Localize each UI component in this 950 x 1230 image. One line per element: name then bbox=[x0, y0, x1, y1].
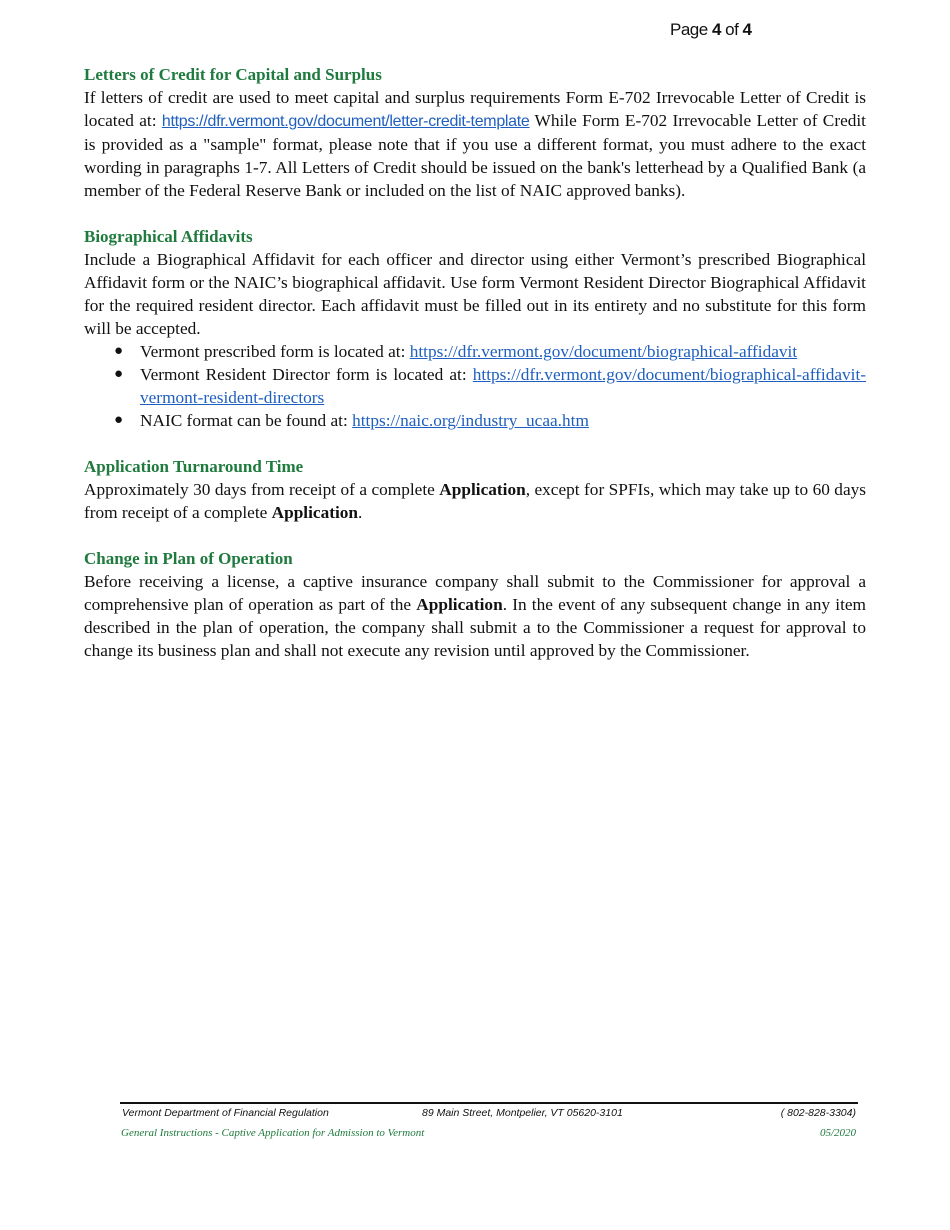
paragraph-text: , except for SPFIs, which may take up to 60 days from receipt of a complete bbox=[84, 480, 866, 522]
page-number bbox=[670, 20, 752, 40]
section-paragraph bbox=[84, 86, 866, 202]
paragraph-text: Before receiving a license, a captive insurance company shall submit to the Commissioner for approval a comprehensive plan of operation as part of the bbox=[84, 572, 866, 614]
list-item-text: Vermont Resident Director form is located at: bbox=[140, 365, 473, 384]
section-letters-of-credit bbox=[84, 63, 866, 202]
section-heading: Change in Plan of Operation bbox=[84, 549, 293, 568]
section-change-plan bbox=[84, 547, 866, 662]
footer-phone: ( 802-828-3304) bbox=[780, 1107, 856, 1119]
footer-doc-title: General Instructions - Captive Application for Admission to Vermont bbox=[121, 1127, 425, 1139]
paragraph-text: Approximately 30 days from receipt of a complete bbox=[84, 480, 440, 499]
page-prefix: Page bbox=[670, 20, 712, 39]
bold-term: Application bbox=[271, 503, 359, 522]
paragraph-text: While Form E-702 Irrevocable Letter of Credit is provided as a "sample" format, please note that if you use a different format, you must adhere to the exact wording in paragraphs 1-7. All Letters of Credit should be issued on the bank's letterhead by a Qualified Bank (a member of the Federal Reserve Bank or included on the list of NAIC approved banks). bbox=[84, 111, 866, 200]
bullet-icon: ● bbox=[114, 412, 124, 428]
paragraph-text: . bbox=[358, 503, 363, 522]
section-paragraph bbox=[84, 570, 866, 662]
list-item-text: NAIC format can be found at: bbox=[140, 411, 353, 430]
section-turnaround-time bbox=[84, 455, 866, 524]
footer-address: 89 Main Street, Montpelier, VT 05620-3101 bbox=[422, 1107, 623, 1119]
section-heading: Biographical Affidavits bbox=[84, 227, 253, 246]
section-heading: Letters of Credit for Capital and Surplus bbox=[84, 65, 382, 84]
bullet-icon: ● bbox=[114, 343, 124, 359]
list-item bbox=[84, 409, 866, 432]
letter-credit-template-link[interactable]: https://dfr.vermont.gov/document/letter-credit-template bbox=[161, 113, 530, 130]
page-footer bbox=[120, 1102, 858, 1145]
footer-org: Vermont Department of Financial Regulation bbox=[122, 1107, 329, 1119]
section-paragraph bbox=[84, 478, 866, 524]
footer-contact-row bbox=[120, 1107, 858, 1125]
page-current: 4 bbox=[711, 20, 721, 39]
footer-date: 05/2020 bbox=[819, 1127, 856, 1139]
list-item bbox=[84, 340, 866, 363]
section-paragraph: Include a Biographical Affidavit for each officer and director using either Vermont’s prescribed Biographical Affidavit form or the NAIC’s biographical affidavit. Use form Vermont Resident Director Biographical Affidavit for the required resident director. Each affidavit must be filled out in its entirety and no substitute for this form will be accepted. bbox=[84, 250, 866, 338]
biographical-affidavit-link[interactable]: https://dfr.vermont.gov/document/biographical-affidavit bbox=[409, 342, 798, 361]
page-total: 4 bbox=[742, 20, 752, 39]
list-item bbox=[84, 363, 866, 409]
bullet-icon: ● bbox=[114, 366, 124, 382]
paragraph-text: . In the event of any subsequent change in any item described in the plan of operation, the company shall submit a to the Commissioner a request for approval to change its business plan and shall not execute any revision until approved by the Commissioner. bbox=[84, 595, 866, 660]
resident-director-affidavit-link[interactable]: https://dfr.vermont.gov/document/biographical-affidavit-vermont-resident-directors bbox=[140, 365, 866, 407]
affidavit-links-list bbox=[84, 340, 866, 432]
page-of: of bbox=[720, 20, 743, 39]
bold-term: Application bbox=[439, 480, 526, 499]
list-item-text: Vermont prescribed form is located at: bbox=[140, 342, 410, 361]
section-heading: Application Turnaround Time bbox=[84, 457, 304, 476]
section-biographical-affidavits bbox=[84, 225, 866, 432]
document-body bbox=[84, 63, 866, 685]
bold-term: Application bbox=[416, 595, 503, 614]
naic-format-link[interactable]: https://naic.org/industry_ucaa.htm bbox=[352, 411, 589, 430]
paragraph-text: If letters of credit are used to meet capital and surplus requirements Form E-702 Irrevocable Letter of Credit is located at: bbox=[84, 88, 866, 130]
footer-doc-row bbox=[120, 1127, 858, 1145]
